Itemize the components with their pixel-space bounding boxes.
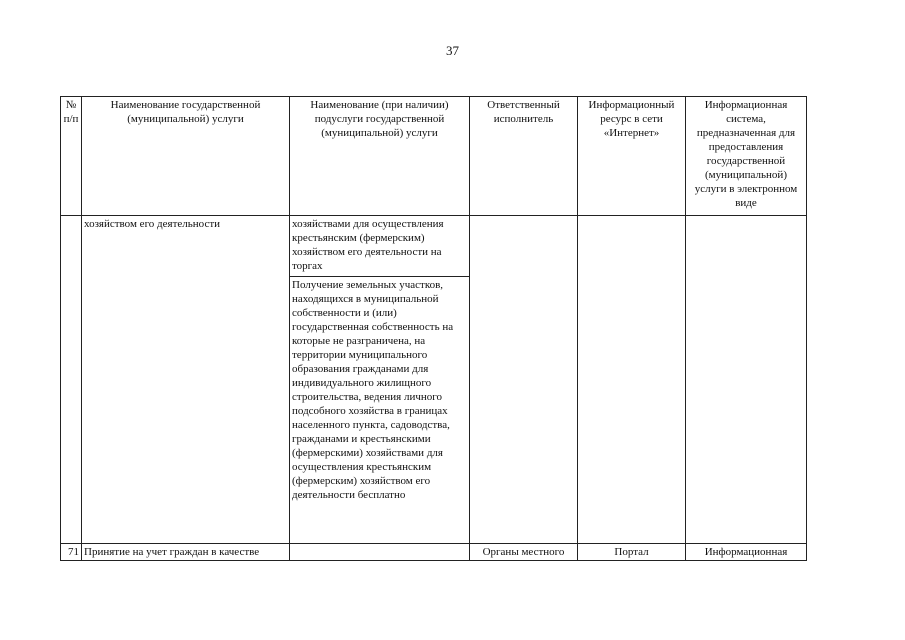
header-subservice-name: Наименование (при наличии) подуслуги государственной (муниципальной) услуги: [290, 97, 470, 216]
cell-service: Принятие на учет граждан в качестве: [82, 544, 290, 561]
cell-subservice: [290, 544, 470, 561]
header-internet-resource: Информационный ресурс в сети «Интернет»: [578, 97, 686, 216]
cell-resource: [578, 216, 686, 277]
services-table: [60, 96, 807, 561]
header-number: № п/п: [61, 97, 82, 216]
cell-system: [686, 216, 807, 277]
cell-resource: Портал: [578, 544, 686, 561]
cell-subservice: хозяйствами для осуществления крестьянским (фермерским) хозяйством его деятельности на торгах: [290, 216, 470, 277]
table-row: [61, 277, 807, 544]
header-information-system: Информационная система, предназначенная для предоставления государственной (муниципальной) услуги в электронном виде: [686, 97, 807, 216]
cell-number: [61, 216, 82, 277]
cell-service: хозяйством его деятельности: [82, 216, 290, 277]
table-header-row: [61, 97, 807, 216]
cell-executor: Органы местного: [470, 544, 578, 561]
cell-resource: [578, 277, 686, 544]
cell-executor: [470, 216, 578, 277]
header-service-name: Наименование государственной (муниципальной) услуги: [82, 97, 290, 216]
table-row: [61, 216, 807, 277]
table-row: [61, 544, 807, 561]
cell-executor: [470, 277, 578, 544]
cell-number: [61, 277, 82, 544]
cell-number: 71: [61, 544, 82, 561]
header-executor: Ответственный исполнитель: [470, 97, 578, 216]
cell-system: Информационная: [686, 544, 807, 561]
cell-service: [82, 277, 290, 544]
page-number: 37: [446, 43, 459, 58]
cell-subservice: Получение земельных участков, находящихся в муниципальной собственности и (или) государственная собственность на которые не разграничена, на территории муниципального образования гражданами для индивидуального жилищного строительства, ведения личного подсобного хозяйства в границах населенного пункта, садоводства, гражданами и крестьянскими (фермерскими) хозяйствами для осуществления крестьянским (фермерским) хозяйством его деятельности бесплатно: [290, 277, 470, 544]
cell-system: [686, 277, 807, 544]
